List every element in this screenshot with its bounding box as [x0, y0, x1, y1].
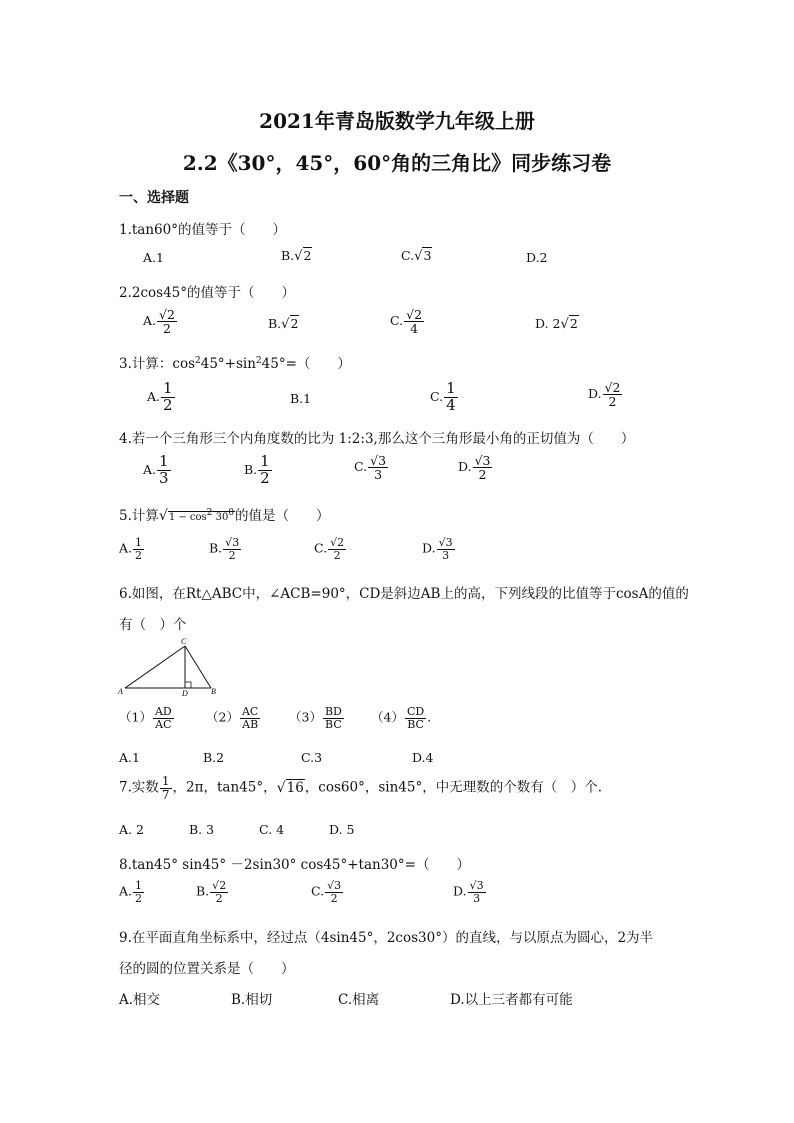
numerator: 2: [612, 380, 621, 395]
numerator: 3: [445, 536, 453, 549]
q1-stem: 1.tan60°的值等于（ ）: [119, 222, 286, 238]
option-letter: D. 2: [535, 316, 561, 331]
option-letter: B.: [209, 540, 223, 556]
section-heading: 一、选择题: [119, 190, 189, 206]
q9-stem-line1: 9.在平面直角坐标系中，经过点（4sin45°，2cos30°）的直线，与以原点为圆心，2为半: [119, 930, 654, 946]
q9-option-d: D.以上三者都有可能: [450, 992, 573, 1008]
ratio-index: （3）: [289, 709, 322, 725]
stem-part: ，2π，tan45°，: [172, 779, 277, 796]
fraction: [133, 537, 144, 561]
vertex-label-c: C: [181, 637, 187, 646]
option-letter: A.: [119, 883, 133, 899]
q6-option-b: B.2: [203, 750, 225, 765]
denominator: BC: [407, 717, 424, 731]
ratio-index: （4）: [371, 709, 404, 725]
fraction: [161, 381, 175, 414]
numerator: 3: [232, 536, 240, 549]
q1-option-d: D.2: [526, 250, 548, 265]
option-letter: D.: [458, 459, 472, 475]
q3-stem: [119, 352, 351, 372]
exponent: 2: [195, 356, 201, 366]
radicand-part: 1 − cos: [168, 512, 207, 523]
q4-option-d: [458, 454, 493, 481]
fraction: [240, 706, 260, 730]
q6-ratio-3: [289, 706, 345, 730]
q5-option-a: [119, 537, 145, 561]
denominator: 2: [333, 548, 341, 562]
numerator: 2: [166, 307, 175, 322]
q2-option-b: [268, 316, 299, 332]
option-letter: C.: [430, 388, 444, 404]
fraction: [444, 381, 458, 414]
option-letter: A.: [143, 461, 157, 477]
q8-option-d: [453, 880, 487, 904]
denominator: 2: [330, 891, 338, 905]
denominator: 4: [410, 321, 419, 337]
denominator: 2: [608, 394, 617, 410]
exponent: 0: [228, 508, 235, 518]
fraction: $\frac{√3}{2}$: [225, 536, 240, 562]
sqrt-expr: √2: [281, 316, 299, 332]
vertex-label-a: A: [118, 687, 123, 696]
q1-option-a: A.1: [143, 250, 164, 265]
option-letter: C.: [314, 540, 328, 556]
denominator: AC: [155, 717, 172, 731]
option-letter: B.: [268, 316, 282, 331]
radicand: 2: [303, 248, 312, 263]
radicand-part: 30: [212, 512, 229, 523]
q5-option-b: [209, 537, 242, 561]
denominator: 3: [442, 548, 450, 562]
numerator: 1: [135, 879, 143, 892]
option-letter: C.: [401, 248, 415, 263]
ratio-index: （1）: [119, 709, 152, 725]
numerator: 3: [378, 453, 387, 468]
numerator: 2: [414, 307, 423, 322]
ratio-index: （2）: [206, 709, 239, 725]
q8-option-c: [311, 880, 344, 904]
fraction: $\frac{√2}{4}$: [406, 307, 423, 337]
q9-option-b: B.相切: [231, 992, 273, 1008]
denominator: 2: [478, 467, 487, 483]
fraction: $\frac{√2}{2}$: [212, 879, 227, 905]
triangle-figure: [115, 636, 225, 698]
q5-stem: [119, 504, 330, 524]
option-letter: B.: [281, 248, 295, 263]
sqrt-expr: $√1 - \cos^2 30^0$: [158, 508, 235, 524]
denominator: 2: [135, 891, 143, 905]
q9-option-a: A.相交: [119, 992, 161, 1008]
q7-option-b: B. 3: [189, 822, 215, 837]
fraction: $\frac{√3}{2}$: [327, 879, 342, 905]
doc-title: 2021年青岛版数学九年级上册: [259, 109, 535, 133]
q8-stem: 8.tan45° sin45° －2sin30° cos45°+tan30°=（ ）: [119, 857, 470, 873]
numerator: 1: [260, 452, 270, 470]
numerator: 2: [337, 536, 345, 549]
denominator: AB: [242, 717, 259, 731]
stem-part: 3.计算：cos: [119, 356, 195, 372]
q2-option-a: [143, 308, 178, 335]
q3-option-c: [430, 381, 459, 414]
option-letter: D.: [588, 386, 602, 402]
sqrt-expr: √2: [560, 316, 578, 332]
q7-option-a: A. 2: [119, 822, 144, 837]
stem-part: 45°+sin: [200, 356, 256, 372]
radicand: 16: [286, 779, 304, 796]
q6-ratio-1: [119, 706, 175, 730]
q3-option-d: [588, 381, 623, 408]
numerator: 1: [163, 379, 173, 397]
fraction: [405, 706, 426, 730]
stem-part: 5.计算: [119, 508, 159, 524]
fraction: [258, 454, 272, 487]
q7-stem: [119, 775, 602, 801]
radicand: 2: [290, 316, 299, 331]
fraction: $\frac{√3}{3}$: [370, 453, 387, 483]
q4-option-b: [244, 454, 273, 487]
q6-ratio-2: [206, 706, 261, 730]
numerator: 2: [219, 879, 227, 892]
numerator: CD: [406, 705, 425, 718]
denominator: BC: [325, 717, 342, 731]
q6-ratio-4: [371, 706, 431, 730]
fraction: $\frac{√2}{2}$: [330, 536, 345, 562]
doc-subtitle: 2.2《30°，45°，60°角的三角比》同步练习卷: [182, 151, 612, 175]
fraction: $\frac{√3}{3}$: [469, 879, 484, 905]
option-letter: C.: [354, 459, 368, 475]
fraction: [133, 880, 144, 904]
fraction: $\frac{√2}{2}$: [604, 380, 621, 410]
numerator: 1: [446, 379, 456, 397]
numerator: AC: [241, 705, 259, 718]
option-letter: D.: [453, 883, 467, 899]
numerator: BD: [324, 705, 342, 718]
q5-option-d: [422, 537, 456, 561]
denominator: 2: [228, 548, 236, 562]
radicand: 3: [423, 248, 432, 263]
fraction: [157, 454, 171, 487]
sqrt-expr: √16: [276, 779, 304, 796]
denominator: 7: [161, 787, 170, 802]
q3-option-b: B.1: [290, 391, 312, 406]
denominator: 2: [260, 468, 270, 487]
q5-option-c: [314, 537, 347, 561]
radicand: 2: [569, 316, 578, 331]
numerator: 1: [135, 536, 143, 549]
denominator: 2: [163, 321, 171, 337]
vertex-label-d: D: [182, 689, 188, 698]
period: .: [427, 709, 432, 725]
fraction: $\frac{√3}{3}$: [438, 536, 453, 562]
numerator: 3: [482, 453, 491, 468]
option-letter: A.: [147, 388, 161, 404]
right-angle-mark: [185, 682, 191, 688]
exponent: 2: [255, 356, 262, 366]
numerator: 3: [476, 879, 484, 892]
fraction: $\frac{√3}{2}$: [474, 453, 491, 483]
q2-option-c: [390, 308, 425, 335]
stem-part: 的值是（ ）: [235, 508, 330, 524]
q9-option-c: C.相离: [338, 992, 380, 1008]
denominator: 4: [446, 395, 456, 414]
q6-option-d: D.4: [412, 750, 434, 765]
denominator: 3: [374, 467, 383, 483]
q3-option-a: [147, 381, 176, 414]
side-ac: [125, 646, 185, 688]
option-letter: B.: [244, 461, 258, 477]
fraction: [153, 706, 174, 730]
q9-stem-line2: 径的圆的位置关系是（ ）: [119, 961, 295, 977]
q6-stem-line1: 6.如图，在Rt△ABC中，∠ACB=90°，CD是斜边AB上的高，下列线段的比值等于cosA的值的: [119, 586, 689, 602]
stem-part: 7.实数: [119, 779, 159, 796]
fraction: $\frac{√2}{2}$: [159, 307, 175, 337]
numerator: AD: [154, 705, 172, 718]
q2-stem: 2.2cos45°的值等于（ ）: [119, 285, 296, 301]
q1-option-c: [401, 248, 432, 264]
numerator: 3: [334, 879, 342, 892]
denominator: 3: [473, 891, 481, 905]
vertex-label-b: B: [211, 687, 216, 696]
q4-option-c: [354, 454, 389, 481]
fraction: [323, 706, 344, 730]
stem-part: ，cos60°，sin45°，中无理数的个数有（ ）个.: [304, 779, 603, 796]
q1-option-b: [281, 248, 312, 264]
q6-option-c: C.3: [301, 750, 323, 765]
denominator: 2: [215, 891, 223, 905]
numerator: 1: [161, 774, 170, 788]
denominator: 2: [163, 395, 173, 414]
q4-option-a: [143, 454, 172, 487]
q8-option-a: [119, 880, 145, 904]
option-letter: D.: [422, 540, 436, 556]
denominator: 2: [135, 548, 143, 562]
q6-option-a: A.1: [119, 750, 140, 765]
option-letter: C.: [390, 313, 404, 329]
q6-stem-line2: 有（ ）个: [119, 617, 187, 633]
sqrt-expr: √3: [414, 248, 432, 264]
q7-option-d: D. 5: [329, 822, 355, 837]
denominator: 3: [159, 468, 169, 487]
q4-stem: 4.若一个三角形三个内角度数的比为 1:2:3,那么这个三角形最小角的正切值为（ ）: [119, 431, 635, 447]
stem-part: 45°=（ ）: [261, 356, 351, 372]
option-letter: A.: [143, 313, 157, 329]
option-letter: C.: [311, 883, 325, 899]
option-letter: A.: [119, 540, 133, 556]
fraction: [160, 775, 172, 801]
sqrt-expr: √2: [294, 248, 312, 264]
numerator: 1: [159, 452, 169, 470]
q2-option-d: [535, 316, 579, 332]
option-letter: B.: [196, 883, 210, 899]
exponent: 2: [206, 508, 213, 518]
q7-option-c: C. 4: [259, 822, 285, 837]
q8-option-b: [196, 880, 229, 904]
